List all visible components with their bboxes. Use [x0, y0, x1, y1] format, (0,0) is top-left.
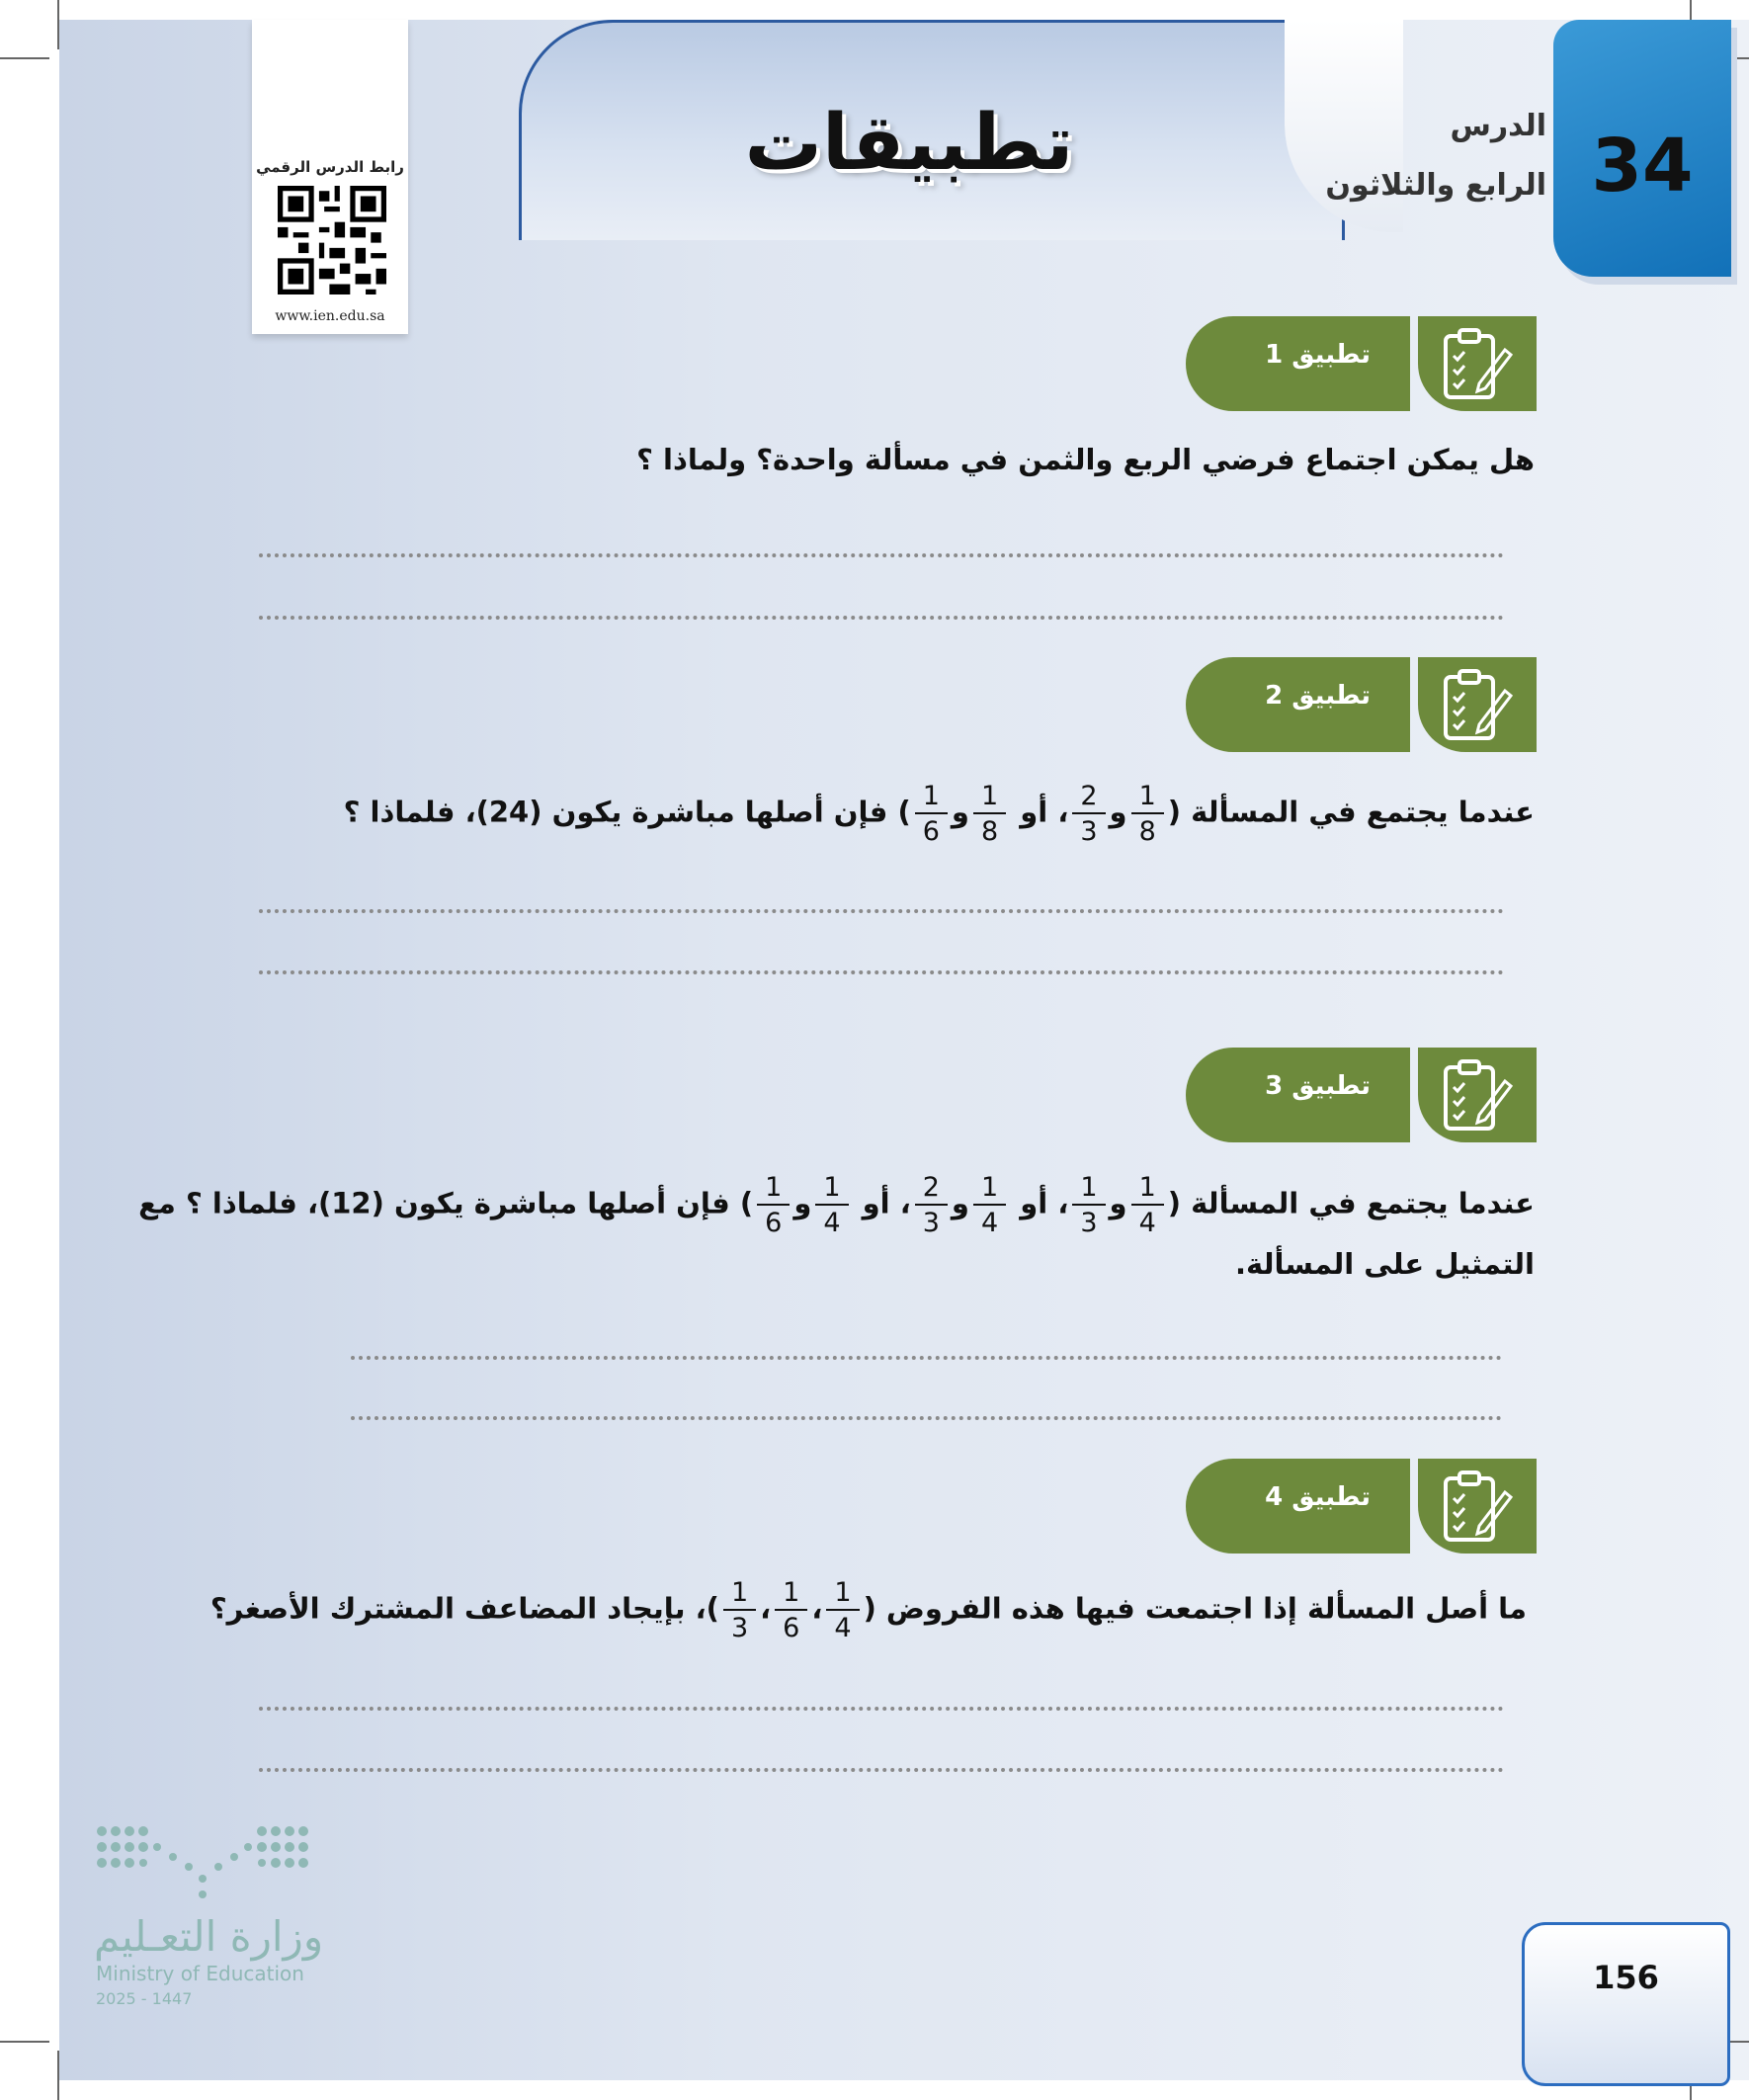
qr-code-icon[interactable]: [278, 186, 386, 294]
question-text: عندما يجتمع في المسألة (: [1167, 1186, 1535, 1220]
numerator: 1: [826, 1579, 859, 1611]
clipboard-check-icon: [1440, 665, 1515, 744]
denominator: 6: [765, 1208, 783, 1238]
application-4-header: [1186, 1459, 1537, 1554]
crop-mark: [0, 2041, 49, 2043]
application-3-question: [138, 1174, 1535, 1236]
lesson-word: الدرس: [1450, 109, 1546, 143]
edition-year: 2025 - 1447: [96, 1989, 193, 2008]
connector-word: و: [793, 1186, 812, 1220]
connector-word: و: [951, 1186, 969, 1220]
fraction: [915, 783, 948, 845]
numerator: 1: [973, 1174, 1006, 1206]
numerator: 1: [723, 1579, 756, 1611]
denominator: 8: [980, 816, 999, 847]
ministry-logo-icon: [94, 1823, 311, 1902]
denominator: 4: [834, 1613, 852, 1643]
fraction: [973, 1174, 1006, 1236]
denominator: 3: [922, 1208, 940, 1238]
denominator: 3: [730, 1613, 749, 1643]
application-3-label-box: [1186, 1048, 1410, 1142]
question-text: عندما يجتمع في المسألة (: [1167, 795, 1535, 829]
separator: ،: [760, 1591, 772, 1626]
answer-line[interactable]: [259, 1707, 1504, 1711]
application-1-label-box: [1186, 316, 1410, 411]
application-3-label: تطبيق 3: [1265, 1071, 1371, 1101]
fraction: [826, 1579, 859, 1641]
fraction: [815, 1174, 848, 1236]
qr-card[interactable]: [252, 20, 408, 334]
application-1-label: تطبيق 1: [1265, 340, 1371, 370]
application-1-icon-box: [1418, 316, 1537, 411]
clipboard-check-icon: [1440, 324, 1515, 403]
application-4-question: [210, 1579, 1527, 1641]
numerator: 1: [775, 1579, 807, 1611]
fraction: [973, 783, 1006, 845]
application-2-label-box: [1186, 657, 1410, 752]
question-text: ) فإن أصلها مباشرة يكون (12)، فلماذا ؟ مع: [138, 1186, 754, 1220]
answer-line[interactable]: [259, 909, 1504, 913]
denominator: 4: [1138, 1208, 1156, 1238]
question-text: ) فإن أصلها مباشرة يكون (24)، فلماذا ؟: [343, 795, 911, 829]
crop-mark: [57, 0, 59, 49]
page-title: تطبيقات: [744, 99, 1074, 188]
numerator: 1: [815, 1174, 848, 1206]
numerator: 1: [1072, 1174, 1105, 1206]
ministry-name-arabic: وزارة التعـليم: [94, 1912, 324, 1961]
application-3-question-line2: التمثيل على المسألة.: [1234, 1247, 1535, 1281]
answer-line[interactable]: [259, 553, 1504, 557]
connector-word: و: [1109, 1186, 1127, 1220]
crop-mark: [0, 57, 49, 59]
application-2-icon-box: [1418, 657, 1537, 752]
qr-label: رابط الدرس الرقمي: [256, 158, 404, 176]
separator: ،: [811, 1591, 823, 1626]
lesson-ordinal: الرابع والثلاثون: [1325, 168, 1546, 203]
answer-line[interactable]: [259, 970, 1504, 974]
lesson-number-badge: [1553, 20, 1731, 277]
ministry-name-english: Ministry of Education: [96, 1962, 304, 1985]
answer-line[interactable]: [259, 1768, 1504, 1772]
denominator: 6: [922, 816, 940, 847]
numerator: 1: [757, 1174, 790, 1206]
application-2-question: [344, 783, 1535, 845]
numerator: 1: [915, 783, 948, 814]
fraction: [1131, 1174, 1164, 1236]
numerator: 1: [973, 783, 1006, 814]
denominator: 6: [783, 1613, 800, 1643]
fraction: [915, 1174, 948, 1236]
answer-line[interactable]: [351, 1356, 1502, 1360]
page-number: 156: [1593, 1959, 1659, 1996]
connector-word: ، أو: [1020, 795, 1069, 829]
fraction: [757, 1174, 790, 1236]
lesson-number: 34: [1591, 124, 1694, 209]
denominator: 3: [1080, 1208, 1098, 1238]
clipboard-check-icon: [1440, 1467, 1515, 1546]
numerator: 1: [1131, 783, 1164, 814]
numerator: 2: [1072, 783, 1105, 814]
clipboard-check-icon: [1440, 1055, 1515, 1134]
denominator: 8: [1138, 816, 1156, 847]
application-4-label-box: [1186, 1459, 1410, 1554]
crop-mark: [57, 2051, 59, 2100]
qr-url[interactable]: www.ien.edu.sa: [275, 308, 385, 324]
numerator: 1: [1131, 1174, 1164, 1206]
application-3-icon-box: [1418, 1048, 1537, 1142]
connector-word: و: [1109, 795, 1127, 829]
connector-word: و: [951, 795, 969, 829]
connector-word: ، أو: [862, 1186, 911, 1220]
fraction: [1072, 783, 1105, 845]
answer-line[interactable]: [259, 616, 1504, 620]
numerator: 2: [915, 1174, 948, 1206]
application-2-label: تطبيق 2: [1265, 681, 1371, 711]
denominator: 3: [1080, 816, 1098, 847]
application-2-header: [1186, 657, 1537, 752]
question-text: )، بإيجاد المضاعف المشترك الأصغر؟: [209, 1591, 719, 1626]
question-text: ما أصل المسألة إذا اجتمعت فيها هذه الفروض (: [863, 1591, 1527, 1626]
application-4-label: تطبيق 4: [1265, 1482, 1371, 1512]
connector-word: ، أو: [1020, 1186, 1069, 1220]
fraction: [723, 1579, 756, 1641]
denominator: 4: [823, 1208, 841, 1238]
application-3-header: [1186, 1048, 1537, 1142]
denominator: 4: [980, 1208, 999, 1238]
application-4-icon-box: [1418, 1459, 1537, 1554]
fraction: [1072, 1174, 1105, 1236]
fraction: [1131, 783, 1164, 845]
answer-line[interactable]: [351, 1416, 1502, 1420]
page-number-box: [1522, 1922, 1730, 2086]
fraction: [775, 1579, 807, 1641]
application-1-question: هل يمكن اجتماع فرضي الربع والثمن في مسألة واحدة؟ ولماذا ؟: [636, 443, 1535, 476]
application-1-header: [1186, 316, 1537, 411]
